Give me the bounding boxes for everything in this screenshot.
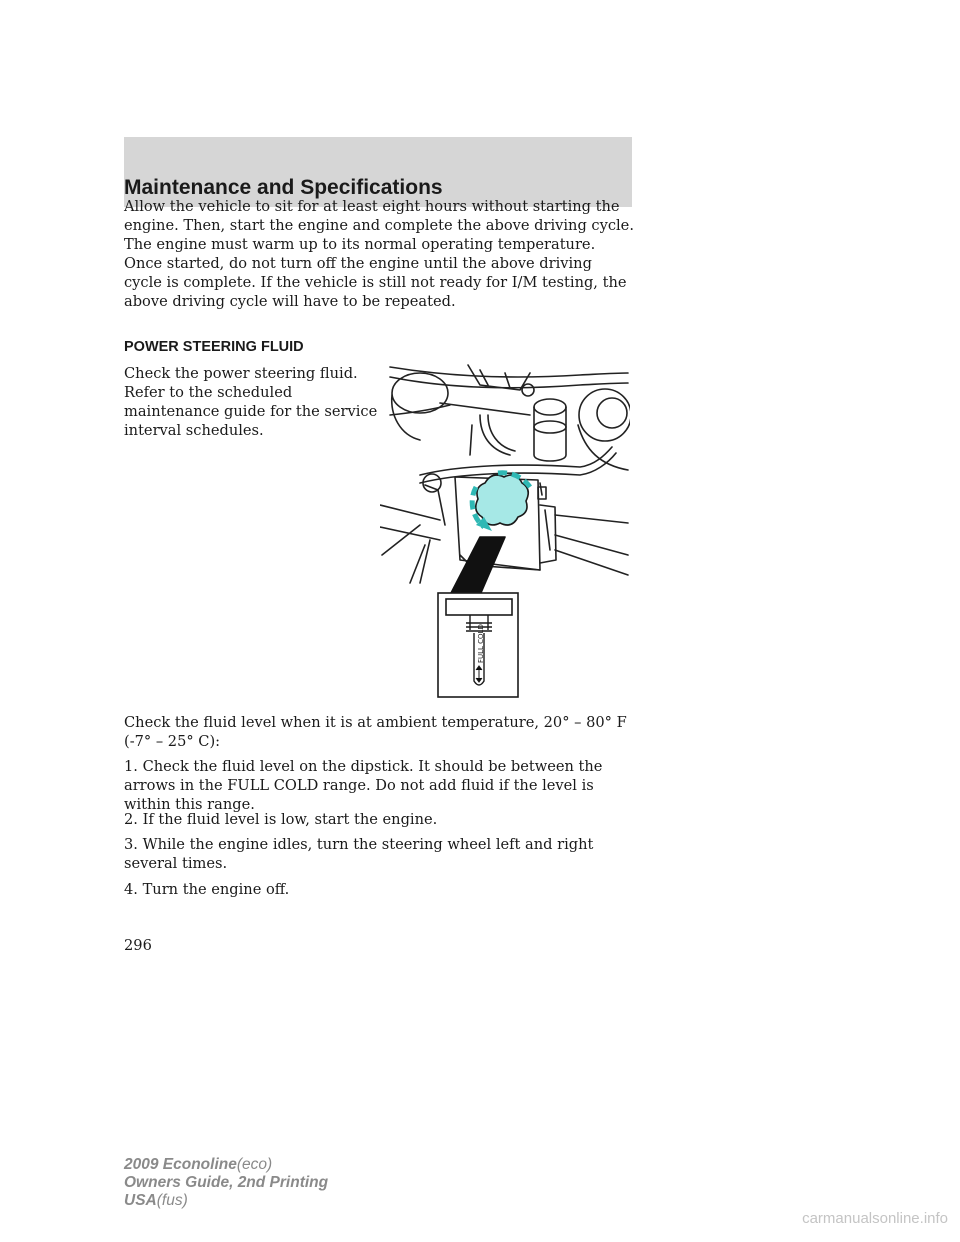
footer-guide: Owners Guide, 2nd Printing <box>124 1174 329 1191</box>
dipstick-label: FULL COLD <box>477 624 485 663</box>
watermark: carmanualsonline.info <box>802 1210 948 1227</box>
dipstick-inset <box>438 593 518 697</box>
step-3: 3. While the engine idles, turn the steering wheel left and right several times. <box>124 836 594 872</box>
reservoir-illustration <box>380 355 630 700</box>
ambient-temperature-paragraph: Check the fluid level when it is at ambient temperature, 20° – 80° F (-7° – 25° C): <box>124 714 627 750</box>
power-steering-reservoir-figure <box>380 355 630 700</box>
step-2: 2. If the fluid level is low, start the engine. <box>124 811 438 828</box>
footer-market: USA <box>124 1192 157 1209</box>
footer <box>124 1156 328 1210</box>
footer-market-code: (fus) <box>156 1192 188 1209</box>
page-title: Maintenance and Specifications <box>124 176 443 199</box>
intro-paragraph: Allow the vehicle to sit for at least eight hours without starting the engine. Then, start the engine and complete the above driving cycle. The engine must warm up to its normal operating temperature. Once started, do not turn off the engine until the above driving cycle is complete. If the vehicle is still not ready for I/M testing, the above driving cycle will have to be repeated. <box>124 198 634 310</box>
section-heading: POWER STEERING FLUID <box>124 339 304 355</box>
page-number: 296 <box>124 937 152 954</box>
footer-model: 2009 Econoline <box>124 1156 237 1173</box>
step-4: 4. Turn the engine off. <box>124 881 290 898</box>
footer-model-code: (eco) <box>236 1156 273 1173</box>
check-paragraph: Check the power steering fluid. Refer to the scheduled maintenance guide for the service interval schedules. <box>124 365 378 439</box>
step-1: 1. Check the fluid level on the dipstick. It should be between the arrows in the FULL COLD range. Do not add fluid if the level is within this range. <box>124 758 603 813</box>
